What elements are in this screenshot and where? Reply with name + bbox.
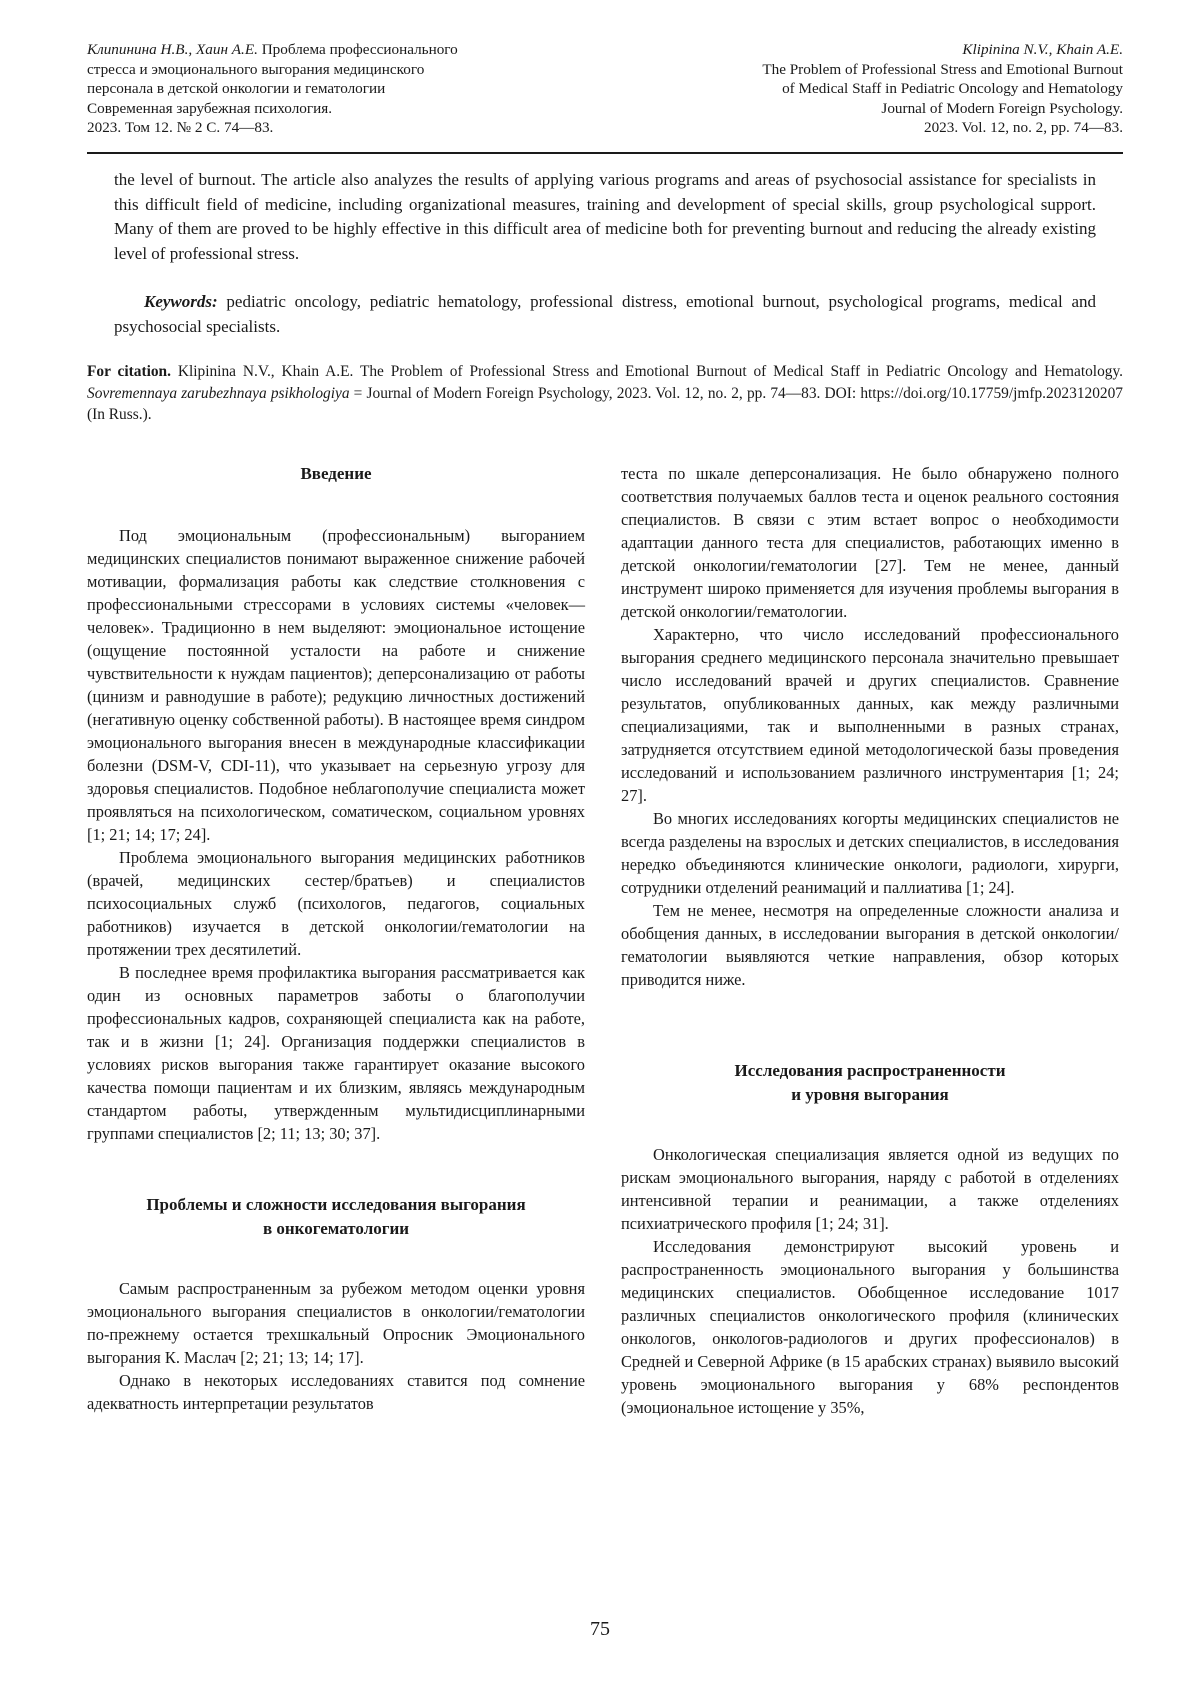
header-right [603,40,1123,138]
heading-problems-line2: в онкогематологии [262,1219,410,1238]
paragraph: Онкологическая специализация является одной из ведущих по рискам эмоционального выгорания, наряду с работой в отделениях интенсивной терапии и реанимации, а также отделениях психиатрического профиля [1; 24; 31]. [621,1145,1119,1233]
heading-problems [87,1193,585,1241]
abstract [114,168,1096,266]
citation-label: For citation. [87,363,171,380]
header-right-title-line2: of Medical Staff in Pediatric Oncology and Hematology [782,80,1123,98]
running-header [87,40,1123,154]
paragraph: Под эмоциональным (профессиональным) выгоранием медицинских специалистов понимают выраженное снижение рабочей мотивации, формализация работы как следствие столкновения с профессиональными стрессорами в условиях системы «человек—человек». Традиционно в нем выделяют: эмоциональное истощение (ощущение постоянной усталости на работе и снижение чувствительности к нуждам пациентов); деперсонализацию от работы (цинизм и равнодушие в работе); редукцию личностных достижений (негативную оценку собственной работы). В настоящее время синдром эмоционального выгорания внесен в международные классификации болезни (DSM-V, CDI-11), что указывает на серьезную угрозу для здоровья специалистов. Подобное неблагополучие специалиста может проявляться на психологическом, соматическом, социальном уровнях [1; 21; 14; 17; 24]. [87,526,585,844]
heading-problems-line1: Проблемы и сложности исследования выгорания [146,1195,526,1214]
header-left [87,40,587,138]
header-left-authors: Клипинина Н.В., Хаин А.Е. [87,41,258,58]
keywords-label: Keywords: [144,292,218,311]
page-number: 75 [590,1618,610,1640]
abstract-text: the level of burnout. The article also analyzes the results of applying various programs and areas of psychosocial assistance for specialists in this difficult field of medicine, including organizational measures, training and development of special skills, group psychological support. Many of them are proved to be highly effective in this difficult area of medicine both for preventing burnout and reducing the already existing level of professional stress. [114,170,1096,263]
right-column [621,462,1119,1419]
keywords-text: pediatric oncology, pediatric hematology, professional distress, emotional burnout, psychological programs, medical and psychosocial specialists. [114,292,1096,336]
header-left-issue: 2023. Том 12. № 2 С. 74—83. [87,119,274,137]
header-left-line1 [87,40,587,60]
heading-prevalence [621,1059,1119,1107]
paragraph: В последнее время профилактика выгорания рассматривается как один из основных параметров заботы о благополучии профессиональных кадров, сохраняющей специалиста как на работе, так и в жизни [1; 24]. Организация поддержки специалистов в условиях рисков выгорания также гарантирует оказание высокого качества помощи пациентам и их близким, являясь международным стандартом работы, утвержденным мультидисциплинарными группами специалистов [2; 11; 13; 30; 37]. [87,963,585,1143]
paragraph: Тем не менее, несмотря на определенные сложности анализа и обобщения данных, в исследовании выгорания в детской онкологии/гематологии выявляются четкие направления, обзор которых приводится ниже. [621,901,1119,989]
left-column [87,462,585,1415]
header-right-authors: Klipinina N.V., Khain A.E. [962,41,1123,58]
heading-introduction: Введение [300,464,372,483]
heading-prevalence-line1: Исследования распространенности [734,1061,1006,1080]
header-left-journal: Современная зарубежная психология. [87,99,333,117]
heading-prevalence-line2: и уровня выгорания [791,1085,949,1104]
paragraph: Однако в некоторых исследованиях ставится под сомнение адекватность интерпретации результатов [87,1371,585,1413]
keywords [114,290,1096,339]
citation-text-1: Klipinina N.V., Khain A.E. The Problem of Professional Stress and Emotional Burnout of Medical Staff in Pediatric Oncology and Hematology. [170,363,1124,380]
header-right-issue: 2023. Vol. 12, no. 2, pp. 74—83. [923,119,1123,137]
paragraph: Исследования демонстрируют высокий уровень и распространенность эмоционального выгорания у большинства медицинских специалистов. Обобщенное исследование 1017 различных специалистов онкологического профиля (клинических онкологов, онкологов-радиологов и других профессионалов) в Средней и Северной Африке (в 15 арабских странах) выявило высокий уровень эмоционального выгорания у 68% респондентов (эмоциональное истощение у 35%, [621,1237,1119,1417]
citation-journal: Sovremennaya zarubezhnaya psikhologiya [87,384,350,402]
header-left-title-line3: персонала в детской онкологии и гематологии [87,80,386,98]
paragraph: Самым распространенным за рубежом методом оценки уровня эмоционального выгорания специалистов в онкологии/гематологии по-прежнему остается трехшкальный Опросник Эмоционального выгорания К. Маслач [2; 21; 13; 14; 17]. [87,1279,585,1367]
paragraph: Проблема эмоционального выгорания медицинских работников (врачей, медицинских сестер/братьев) и специалистов психосоциальных служб (психологов, педагогов, социальных работников) изучается в детской онкологии/гематологии на протяжении трех десятилетий. [87,848,585,959]
header-left-title-line2: стресса и эмоционального выгорания медицинского [87,60,425,78]
paragraph-continued: теста по шкале деперсонализация. Не было обнаружено полного соответствия получаемых баллов теста и оценок реального состояния специалистов. В связи с этим встает вопрос о необходимости адаптации данного теста для специалистов, работающих именно в детской онкологии/гематологии [27]. Тем не менее, данный инструмент широко применяется для изучения проблемы выгорания в детской онкологии/гематологии. [621,464,1119,621]
header-left-title-part1: Проблема профессионального [261,41,458,58]
paragraph: Характерно, что число исследований профессионального выгорания среднего медицинского персонала значительно превышает число исследований врачей и других специалистов. Сравнение результатов, опубликованных данных, как между различными специализациями, так и выполненными в разных странах, затрудняется отсутствием единой методологической базы проведения исследований и использованием различного инструментария [1; 24; 27]. [621,625,1119,805]
citation-text-2: = Journal of Modern Foreign Psychology, 2023. Vol. 12, no. 2, pp. 74—83. DOI: https://doi.org/10.17759/jmfp.2023120207 (In Russ.). [87,384,1123,423]
header-right-title-line1: The Problem of Professional Stress and Emotional Burnout [762,60,1123,78]
header-right-journal: Journal of Modern Foreign Psychology. [881,99,1123,117]
paragraph: Во многих исследованиях когорты медицинских специалистов не всегда разделены на взрослых и детских специалистов, в исследования нередко объединяются клинические онкологи, радиологи, хирурги, сотрудники отделений реанимаций и паллиатива [1; 24]. [621,809,1119,897]
citation [87,361,1123,426]
